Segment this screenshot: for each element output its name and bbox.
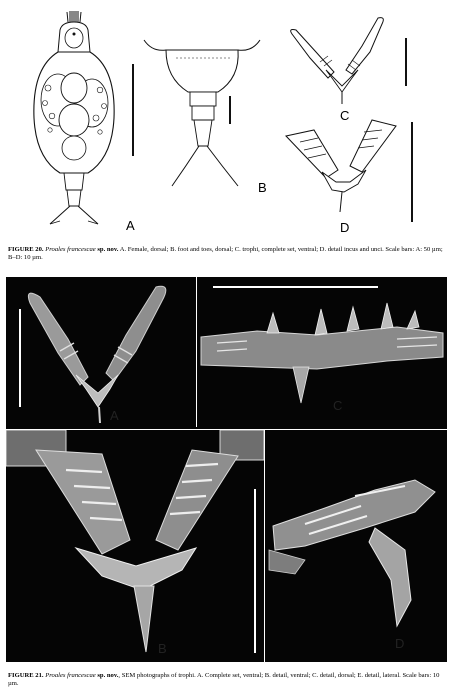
foot-toes-drawing bbox=[136, 30, 271, 198]
fig20-scale-bar-b bbox=[229, 96, 231, 124]
fig20-scale-bar-d bbox=[411, 122, 413, 222]
sem-complete-set-ventral bbox=[6, 277, 196, 427]
figure20-caption bbox=[8, 246, 448, 262]
sem-detail-lateral bbox=[265, 430, 447, 662]
incus-unci-drawing bbox=[278, 108, 408, 238]
figure20-number: FIGURE 20. bbox=[8, 246, 44, 253]
figure20-text: A. Female, dorsal; B. foot and toes, dorsal; C. trophi, complete set, ventral; D. detail incus and unci. Scale bars: A: 50 µm; B–D: 10 µm. bbox=[8, 246, 443, 261]
figure20-novelty: sp. nov. bbox=[97, 246, 119, 253]
fig21-scale-bar-b bbox=[254, 489, 256, 653]
fig21-scale-bar-a bbox=[19, 309, 21, 407]
fig20-label-d: D bbox=[340, 220, 350, 235]
fig20-label-a: A bbox=[126, 218, 135, 233]
sem-detail-ventral bbox=[6, 430, 264, 662]
fig20-label-c: C bbox=[340, 108, 350, 123]
fig20-scale-bar-c bbox=[405, 38, 407, 86]
fig20-label-b: B bbox=[258, 180, 267, 195]
fig21-panel-a bbox=[6, 277, 196, 427]
fig21-panel-b bbox=[6, 429, 264, 662]
fig21-label-c: C bbox=[333, 398, 343, 413]
figure21-species: Proales francescae bbox=[45, 672, 96, 679]
fig20-panel-a bbox=[20, 8, 150, 236]
fig21-sem-plate bbox=[6, 277, 447, 662]
fig20-panel-d bbox=[278, 108, 408, 238]
figure21-number: FIGURE 21. bbox=[8, 672, 44, 679]
female-dorsal-drawing bbox=[20, 8, 150, 236]
fig21-panel-d bbox=[264, 429, 447, 662]
figure21-caption bbox=[8, 672, 448, 688]
fig21-label-d: D bbox=[395, 636, 405, 651]
figure21-text: , SEM photographs of trophi. A. Complete set, ventral; B. detail, ventral; C. detail, dorsal; E. detail, lateral. Scale bars: 10 µm. bbox=[8, 672, 440, 687]
figure21-novelty: sp. nov. bbox=[97, 672, 119, 679]
fig21-label-a: A bbox=[110, 408, 119, 423]
figure20-species: Proales francescae bbox=[45, 246, 96, 253]
fig21-label-b: B bbox=[158, 641, 167, 656]
fig20-panel-b bbox=[136, 30, 271, 198]
fig21-panel-c bbox=[196, 277, 447, 427]
fig20-scale-bar-a bbox=[132, 64, 134, 156]
fig21-scale-bar-c bbox=[213, 286, 378, 288]
sem-detail-dorsal bbox=[197, 277, 447, 427]
